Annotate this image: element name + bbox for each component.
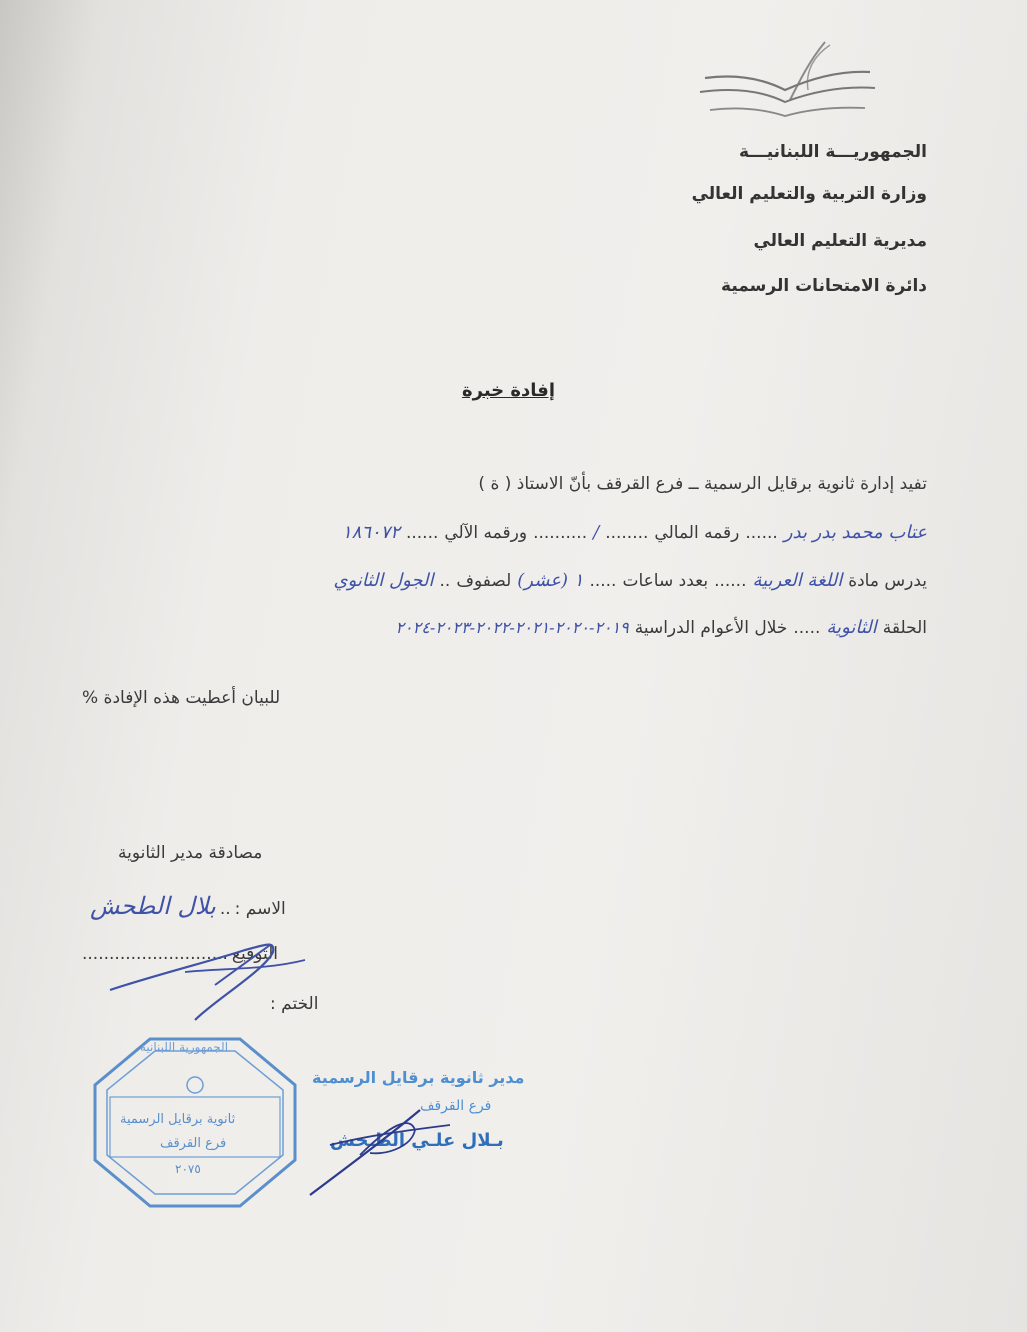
- director-stamp-line-2: فرع القرقف: [420, 1098, 492, 1114]
- approval-name-row: الاسم : .. بلال الطحش: [90, 892, 286, 920]
- director-stamp-line-1: مدير ثانوية برقايل الرسمية: [312, 1068, 525, 1087]
- seal-top-text: الجمهورية اللبنانية: [140, 1040, 229, 1054]
- signature-icon: [95, 930, 355, 1040]
- body-line-3: يدرس مادة اللغة العربية ...... بعدد ساعات ..... ١ (عشر) لصفوف .. الجول الثانوي: [333, 570, 927, 591]
- director-signature-icon: [300, 1095, 460, 1205]
- header-directorate: مديرية التعليم العالي: [753, 231, 927, 251]
- subject-label: يدرس مادة: [848, 571, 927, 591]
- financial-number-label: رقمه المالي: [654, 523, 740, 543]
- header-republic: الجمهوريـــة اللبنانيـــة: [738, 142, 927, 162]
- cycle-label: الحلقة: [882, 618, 927, 638]
- grades-label: لصفوف: [456, 571, 512, 591]
- ministry-logo-icon: [690, 30, 880, 140]
- handwritten-auto-number: ١٨٦٠٧٢: [341, 522, 400, 543]
- handwritten-years: ٢٠١٩-٢٠٢٠-٢٠٢١-٢٠٢٢-٢٠٢٣-٢٠٢٤: [395, 618, 629, 637]
- approval-signature-row: التوقيع ...........................: [82, 944, 279, 964]
- handwritten-director-name: بلال الطحش: [90, 892, 216, 920]
- handwritten-grades: الجول الثانوي: [333, 570, 434, 591]
- handwritten-subject: اللغة العربية: [752, 570, 843, 591]
- seal-line-2: فرع القرقف: [160, 1136, 227, 1151]
- header-ministry: وزارة التربية والتعليم العالي: [691, 184, 927, 204]
- approval-seal-label: الختم :: [270, 994, 319, 1014]
- approval-name-label: الاسم :: [234, 899, 286, 919]
- handwritten-cycle: الثانوية: [826, 617, 877, 638]
- hours-label: بعدد ساعات: [622, 571, 709, 591]
- handwritten-teacher-name: عتاب محمد بدر بدر: [783, 522, 927, 543]
- body-line-4: الحلقة الثانوية ..... خلال الأعوام الدراسية ٢٠١٩-٢٠٢٠-٢٠٢١-٢٠٢٢-٢٠٢٣-٢٠٢٤: [395, 617, 927, 638]
- body-line-2: عتاب محمد بدر بدر ...... رقمه المالي ........ / .......... ورقمه الآلي ...... ١٨٦٠٧٢: [341, 522, 927, 543]
- header-department: دائرة الامتحانات الرسمية: [721, 276, 927, 296]
- auto-number-label: ورقمه الآلي: [444, 523, 528, 543]
- handwritten-hours: ١ (عشر): [517, 570, 584, 591]
- closing-line: للبيان أعطيت هذه الإفادة %: [82, 688, 281, 708]
- years-label: خلال الأعوام الدراسية: [634, 618, 788, 638]
- approval-heading: مصادقة مدير الثانوية: [118, 843, 263, 863]
- approval-signature-label: التوقيع: [231, 944, 279, 964]
- seal-line-1: ثانوية برقايل الرسمية: [120, 1112, 236, 1127]
- seal-code: ٢٠٧٥: [175, 1162, 201, 1176]
- handwritten-financial-number: /: [593, 522, 600, 543]
- document-title: إفادة خبرة: [462, 380, 555, 401]
- director-stamp-line-3: بـلال علـي الطـحش: [330, 1130, 504, 1151]
- body-line-1: تفيد إدارة ثانوية برقايل الرسمية ــ فرع القرقف بأنّ الاستاذ ( ة ): [478, 474, 927, 494]
